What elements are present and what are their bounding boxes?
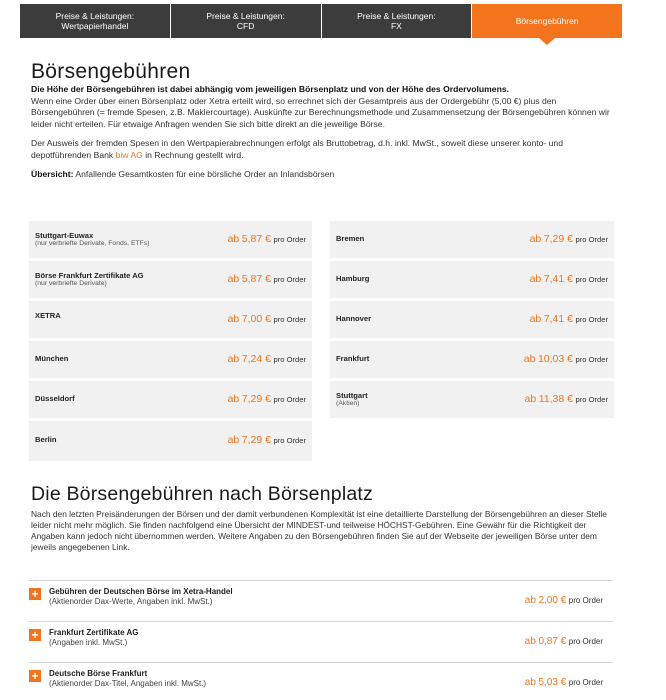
exchange-price: ab 7,41 € pro Order: [529, 273, 608, 285]
exchange-cell: [29, 421, 312, 461]
tab-label-line2: Wertpapierhandel: [61, 21, 129, 31]
exchange-name: Stuttgart-Euwax: [35, 231, 94, 240]
intro-paragraph-1: Wenn eine Order über einen Börsenplatz oder Xetra erteilt wird, so errechnet sich der Gesamtpreis aus der Ordergebühr (5,00 €) plus den Börsengebühren (= fremde Spesen, z.B. Maklercourtage). Auskünfte zur Berechnungsmethode und Zusammensetzung der Börsengebühren können wir leider nicht erteilen. Für etwaige Anfragen wenden Sie sich bitte direkt an die jeweilige Börse.: [31, 95, 610, 129]
exchange-price: ab 5,87 € pro Order: [227, 273, 306, 285]
exchange-name: Berlin: [35, 435, 57, 444]
exchange-name: Börse Frankfurt Zertifikate AG: [35, 271, 144, 280]
tab-fx[interactable]: [322, 4, 473, 38]
plus-icon[interactable]: +: [29, 629, 41, 641]
exchange-cell: [29, 221, 312, 258]
intro-paragraph-2-start: Der Ausweis der fremden Spesen in den Wertpapierabrechnungen erfolgt als Bruttobetrag, d.h. inkl. MwSt., soweit diese unserer konto- und depotführenden Bank: [31, 138, 563, 160]
exchange-name: Stuttgart: [336, 391, 368, 400]
accordion-price: ab 5,03 € pro Order: [524, 677, 603, 688]
exchange-cell: [29, 341, 312, 378]
exchange-name: Frankfurt: [336, 354, 370, 363]
intro-paragraph-2-end: in Rechnung gestellt wird.: [142, 149, 244, 160]
tab-label-line2: FX: [390, 21, 402, 31]
overview-label: Übersicht:: [31, 169, 74, 179]
exchange-price: ab 7,00 € pro Order: [227, 313, 306, 325]
exchange-cell: [29, 261, 312, 298]
accordion-subtitle: (Aktienorder Dax-Titel, Angaben inkl. MwSt.): [49, 679, 207, 688]
tab-label-line1: Börsengebühren: [515, 16, 579, 26]
tab-boersengebuehren[interactable]: [472, 4, 622, 38]
intro-lead: Die Höhe der Börsengebühren ist dabei abhängig vom jeweiligen Börsenplatz und von der Höhe des Ordervolumens.: [31, 84, 509, 94]
tab-wertpapierhandel[interactable]: [20, 4, 171, 38]
plus-icon[interactable]: +: [29, 670, 41, 682]
exchange-price: ab 7,29 € pro Order: [227, 393, 306, 405]
exchange-cell: [29, 381, 312, 418]
section-description: Nach den letzten Preisänderungen der Börsen und der damit verbundenen Komplexität ist eine detaillierte Darstellung der Börsengebühren an dieser Stelle leider nicht mehr möglich. Sie finden nachfolgend eine Übersicht der MINDEST-und teilweise HÖCHST-Gebühren. Eine Gewähr für die Richtigkeit der Angaben kann jedoch nicht übernommen werden. Weitere Angaben zu den Börsengebühren finden Sie auf der Webseite der jeweiligen Börse unter dem jeweils angegebenen Link.: [31, 509, 607, 552]
accordion-title: Gebühren der Deutschen Börse im Xetra-Handel: [49, 587, 233, 596]
accordion-title: Deutsche Börse Frankfurt: [49, 669, 148, 678]
exchange-name: Hamburg: [336, 274, 370, 283]
exchange-price: ab 7,41 € pro Order: [529, 313, 608, 325]
plus-icon[interactable]: +: [29, 588, 41, 600]
tab-cfd[interactable]: [171, 4, 322, 38]
exchange-cell: [29, 301, 312, 338]
exchange-price: ab 11,38 € pro Order: [524, 393, 608, 405]
tab-label-line2: CFD: [236, 21, 255, 31]
accordion-item-frankfurt[interactable]: [29, 662, 613, 698]
accordion-subtitle: (Aktienorder Dax-Werte, Angaben inkl. MwSt.): [49, 597, 213, 606]
exchange-name: XETRA: [35, 311, 61, 320]
exchange-name: Bremen: [336, 234, 365, 243]
exchange-name: Düsseldorf: [35, 394, 75, 403]
biw-ag-link[interactable]: biw AG: [115, 149, 143, 160]
exchange-cell: [330, 221, 614, 258]
accordion-item-xetra[interactable]: [29, 580, 613, 616]
tab-label-line1: Preise & Leistungen:: [357, 11, 436, 21]
exchange-cell: [330, 301, 614, 338]
exchange-name: Hannover: [336, 314, 372, 323]
overview-text: Anfallende Gesamtkosten für eine börsliche Order an Inlandsbörsen: [73, 169, 335, 179]
section-title: Die Börsengebühren nach Börsenplatz: [31, 483, 373, 505]
exchange-price: ab 7,29 € pro Order: [529, 233, 608, 245]
tab-label-line1: Preise & Leistungen:: [55, 11, 135, 21]
exchange-fee-grid: [29, 221, 614, 461]
accordion-price: ab 0,87 € pro Order: [524, 636, 603, 647]
exchange-cell: [330, 381, 614, 418]
exchange-price: ab 7,29 € pro Order: [227, 434, 306, 446]
accordion-price: ab 2,00 € pro Order: [524, 595, 603, 606]
exchange-cell: [330, 341, 614, 378]
accordion-subtitle: (Angaben inkl. MwSt.): [49, 638, 128, 647]
exchange-note: (Aktien): [336, 400, 360, 407]
tab-label-line1: Preise & Leistungen:: [206, 11, 285, 21]
exchange-name: München: [35, 354, 69, 363]
page-title: Börsengebühren: [31, 60, 191, 83]
accordion-title: Frankfurt Zertifikate AG: [49, 628, 139, 637]
tab-bar: [20, 4, 622, 38]
exchange-cell: [330, 261, 614, 298]
accordion-item-zertifikate[interactable]: [29, 621, 613, 657]
exchange-price: ab 7,24 € pro Order: [227, 353, 306, 365]
exchange-note: (nur verbriefte Derivate, Fonds, ETFs): [35, 240, 150, 247]
intro-text: [31, 84, 616, 189]
exchange-price: ab 10,03 € pro Order: [523, 353, 608, 365]
exchange-price: ab 5,87 € pro Order: [227, 233, 306, 245]
exchange-note: (nur verbriefte Derivate): [35, 280, 107, 287]
